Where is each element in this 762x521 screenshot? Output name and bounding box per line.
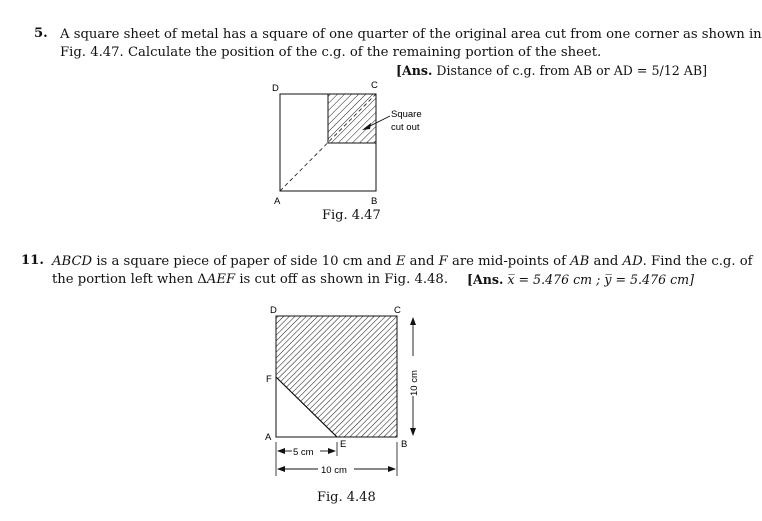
label-a: A	[274, 196, 281, 207]
label-c: C	[394, 305, 401, 316]
dim-side-label: 10 cm	[409, 370, 420, 396]
figure-4-48-caption: Fig. 4.48	[317, 490, 376, 505]
p11-ab: AB	[570, 254, 590, 269]
p11-l2b: is cut off as shown in Fig. 4.48.	[235, 272, 449, 287]
p11-t2: and	[405, 254, 439, 269]
answer-text: Distance of c.g. from AB or AD = 5/12 AB]	[436, 63, 708, 78]
answer-label: [Ans.	[396, 63, 433, 78]
answer-11-x: x̅ = 5.476 cm ;	[507, 272, 601, 287]
p11-f: F	[438, 254, 448, 269]
remaining-portion	[276, 316, 397, 437]
callout-cut-out: cut out	[391, 122, 420, 133]
callout-square: Square	[391, 109, 422, 120]
p11-t4: and	[589, 254, 623, 269]
figure-4-47-caption: Fig. 4.47	[322, 208, 381, 223]
label-e: E	[340, 439, 347, 450]
label-a: A	[265, 432, 272, 443]
dim-ae-label: 5 cm	[293, 447, 314, 458]
problem-5-line-2: Fig. 4.47. Calculate the position of the c.g. of the remaining portion of the sheet.	[60, 45, 602, 60]
answer-11-y: y̅ = 5.476 cm]	[604, 272, 695, 287]
p11-t5: . Find the c.g. of	[642, 254, 753, 269]
dim-ab-label: 10 cm	[321, 465, 347, 476]
problem-5-line-1: A square sheet of metal has a square of one quarter of the original area cut from one corner as shown in	[60, 27, 762, 42]
problem-11-number: 11.	[21, 253, 44, 268]
problem-5-number: 5.	[34, 26, 48, 41]
p11-abcd: ABCD	[52, 254, 93, 269]
p11-l2a: the portion left when Δ	[52, 272, 207, 287]
label-d: D	[270, 305, 277, 316]
p11-t1: is a square piece of paper of side 10 cm and	[92, 254, 396, 269]
label-b: B	[401, 439, 408, 450]
label-f: F	[266, 374, 272, 385]
p11-t3: are mid-points of	[447, 254, 571, 269]
label-d: D	[272, 83, 279, 94]
label-c: C	[371, 80, 378, 91]
p11-aef: AEF	[206, 272, 236, 287]
answer-11-label: [Ans.	[467, 272, 504, 287]
label-b: B	[371, 196, 378, 207]
p11-ad: AD	[622, 254, 643, 269]
p11-e: E	[395, 254, 406, 269]
